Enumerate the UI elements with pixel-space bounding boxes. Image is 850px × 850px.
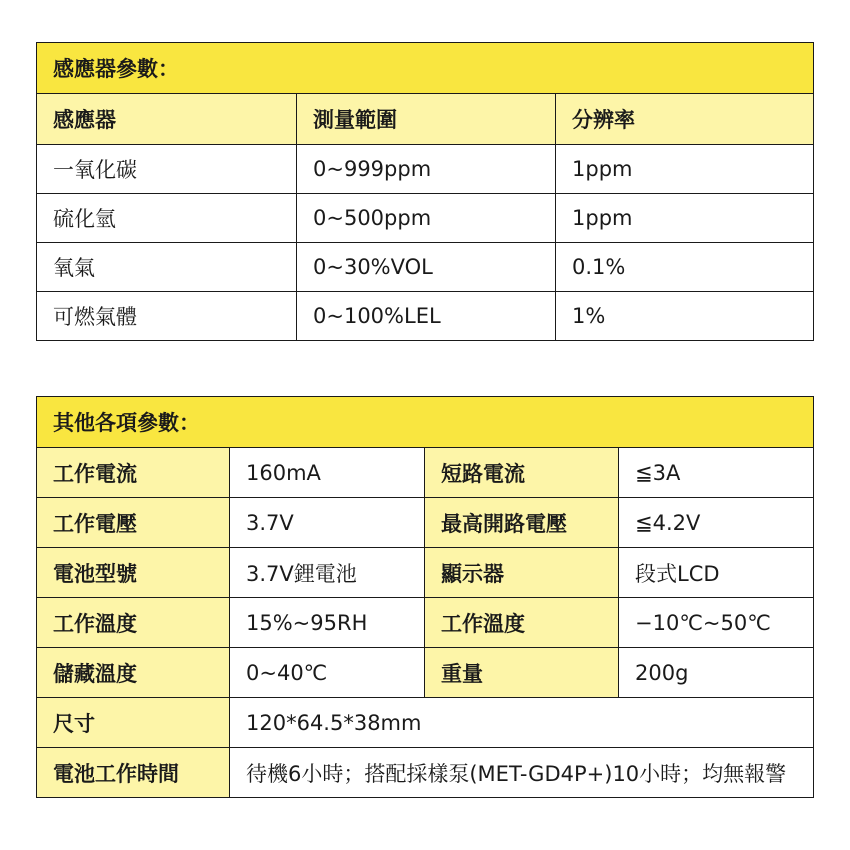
param-label: 最高開路電壓 xyxy=(425,498,619,548)
param-value: 120*64.5*38mm xyxy=(230,698,814,748)
column-header: 感應器 xyxy=(37,94,297,145)
param-value: −10℃~50℃ xyxy=(619,598,814,648)
other-parameters-table xyxy=(36,396,814,798)
table-row xyxy=(37,498,814,548)
param-value: 待機6小時；搭配採樣泵(MET-GD4P+)10小時；均無報警 xyxy=(230,748,814,798)
column-header: 測量範圍 xyxy=(297,94,556,145)
param-label: 顯示器 xyxy=(425,548,619,598)
param-value: 200g xyxy=(619,648,814,698)
table-row xyxy=(37,243,814,292)
param-value: 3.7V鋰電池 xyxy=(230,548,425,598)
param-value: 段式LCD xyxy=(619,548,814,598)
table-cell: 氧氣 xyxy=(37,243,297,292)
param-label: 電池工作時間 xyxy=(37,748,230,798)
sensor-parameters-table xyxy=(36,42,814,341)
param-label: 工作溫度 xyxy=(425,598,619,648)
table-title-row xyxy=(37,43,814,94)
table-row xyxy=(37,145,814,194)
table-row xyxy=(37,194,814,243)
table-cell: 1ppm xyxy=(556,145,814,194)
table-cell: 一氧化碳 xyxy=(37,145,297,194)
param-label: 工作溫度 xyxy=(37,598,230,648)
table-cell: 0~100%LEL xyxy=(297,292,556,341)
table-title-row xyxy=(37,397,814,448)
table-row xyxy=(37,698,814,748)
other-table-title: 其他各項參數： xyxy=(37,397,814,448)
param-label: 工作電流 xyxy=(37,448,230,498)
param-label: 電池型號 xyxy=(37,548,230,598)
param-value: 0~40℃ xyxy=(230,648,425,698)
table-cell: 0~999ppm xyxy=(297,145,556,194)
table-row xyxy=(37,292,814,341)
param-label: 工作電壓 xyxy=(37,498,230,548)
param-label: 儲藏溫度 xyxy=(37,648,230,698)
table-cell: 可燃氣體 xyxy=(37,292,297,341)
column-header: 分辨率 xyxy=(556,94,814,145)
param-value: 15%~95RH xyxy=(230,598,425,648)
table-cell: 0.1% xyxy=(556,243,814,292)
param-label: 尺寸 xyxy=(37,698,230,748)
table-row xyxy=(37,748,814,798)
param-label: 短路電流 xyxy=(425,448,619,498)
param-value: ≦4.2V xyxy=(619,498,814,548)
table-row xyxy=(37,448,814,498)
table-header-row xyxy=(37,94,814,145)
table-cell: 1ppm xyxy=(556,194,814,243)
table-cell: 1% xyxy=(556,292,814,341)
param-value: 3.7V xyxy=(230,498,425,548)
table-row xyxy=(37,548,814,598)
param-value: 160mA xyxy=(230,448,425,498)
table-cell: 0~500ppm xyxy=(297,194,556,243)
table-row xyxy=(37,648,814,698)
param-value: ≦3A xyxy=(619,448,814,498)
table-cell: 0~30%VOL xyxy=(297,243,556,292)
sensor-table-title: 感應器參數： xyxy=(37,43,814,94)
param-label: 重量 xyxy=(425,648,619,698)
table-row xyxy=(37,598,814,648)
table-cell: 硫化氫 xyxy=(37,194,297,243)
